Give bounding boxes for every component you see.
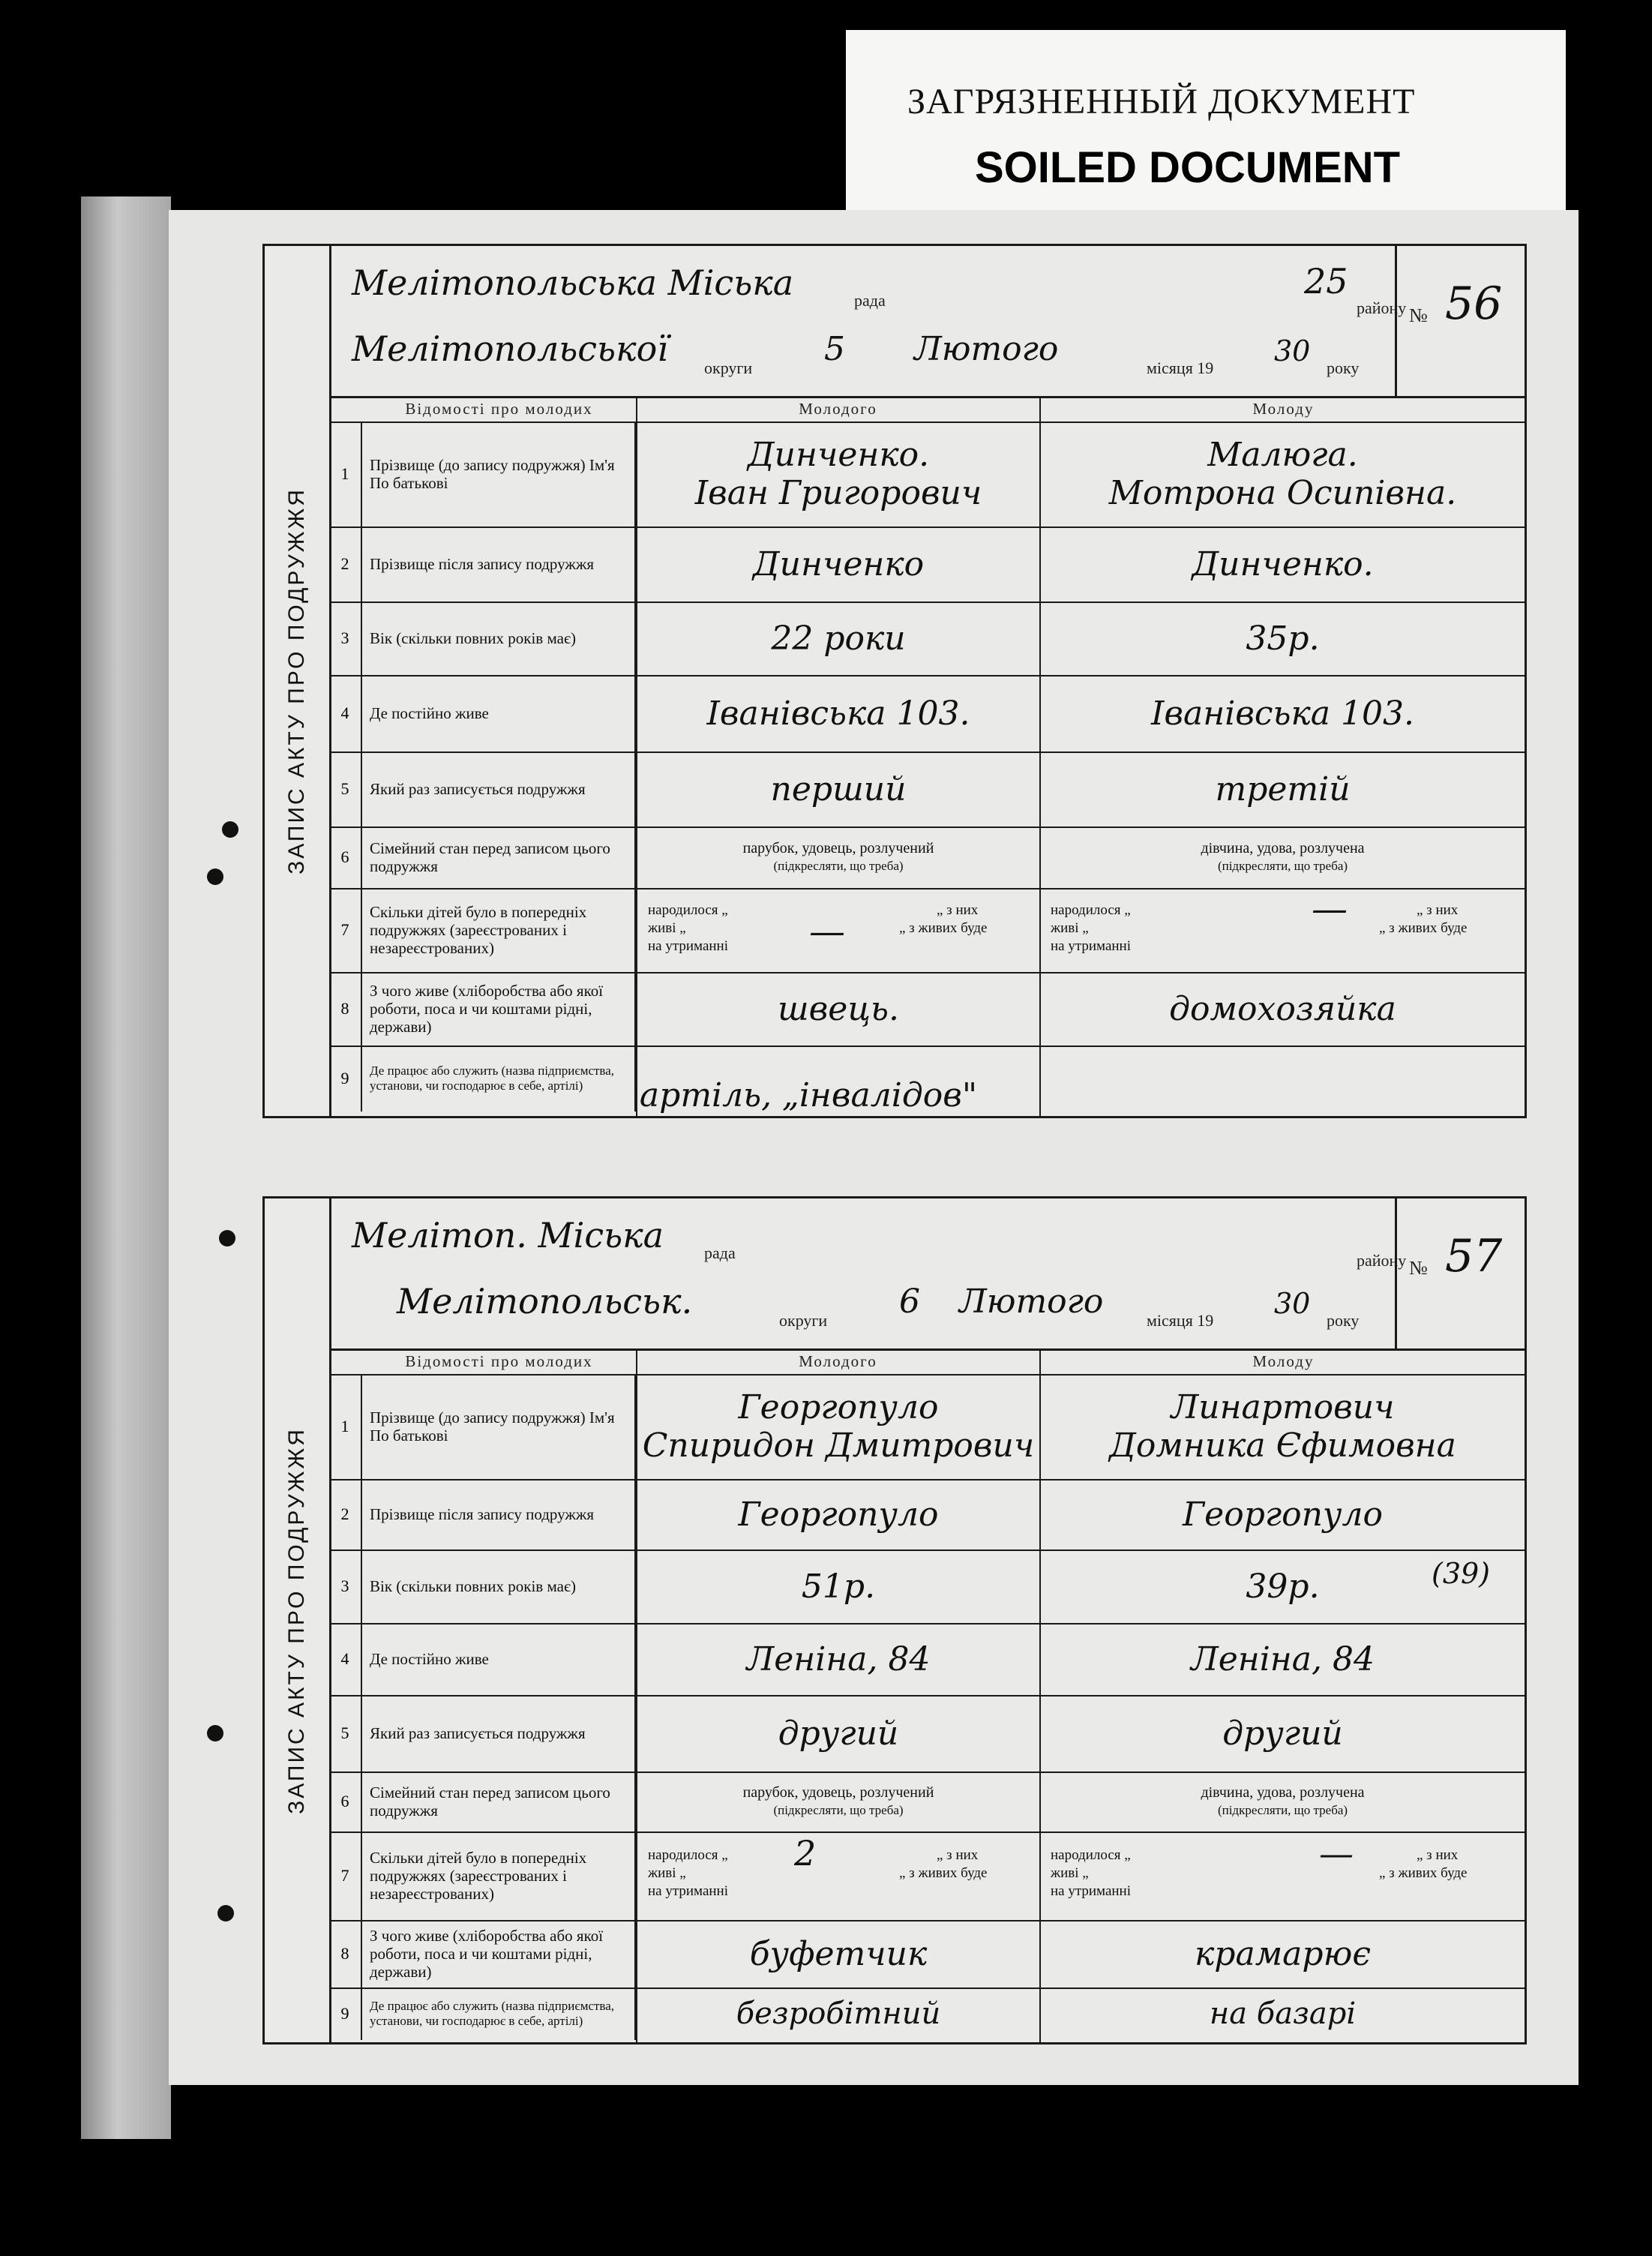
groom-surname-after: Динченко: [752, 544, 925, 584]
row-label: Скільки дітей було в попередніх подружжях (зареєстрованих і незареєстрованих): [362, 1832, 636, 1920]
kids-alive-label: живі „: [648, 920, 686, 936]
row-label: Де працює або служить (назва підприємства, установи, чи господарює в себе, артілі): [362, 1046, 636, 1112]
record-header: [329, 246, 1525, 398]
groom-name: Іван Григорович: [694, 474, 982, 512]
record-number: 56: [1445, 278, 1503, 330]
row-5-times: [329, 752, 1525, 828]
row-label: Скільки дітей було в попередніх подружжях (зареєстрованих і незареєстрованих): [362, 888, 636, 972]
day-value: 6: [899, 1282, 920, 1321]
groom-age: 22 роки: [771, 619, 906, 658]
kids-born-label: народилося „: [1051, 1847, 1131, 1863]
row-6-status: [329, 826, 1525, 890]
year-value: 30: [1274, 1287, 1311, 1320]
row-label: Сімейний стан перед записом цього подружжя: [362, 826, 636, 888]
day-value: 5: [824, 330, 845, 368]
groom-surname: Динченко.: [747, 436, 930, 474]
row-number: 8: [329, 972, 362, 1046]
row-number: 4: [329, 675, 362, 752]
okruha-label: округи: [779, 1311, 828, 1330]
row-label: Прізвище (до запису подружжя) Ім'я По батькові: [362, 1374, 636, 1479]
row-number: 9: [329, 1046, 362, 1112]
kids-born-label: народилося „: [648, 902, 728, 918]
binding-hole: [222, 821, 238, 838]
row-2-after: [329, 526, 1525, 603]
groom-work: артіль, „інвалідов": [639, 1076, 978, 1114]
row-9-work: [329, 1046, 1525, 1112]
bride-kids: —: [1312, 888, 1348, 930]
column-headers: [329, 396, 1525, 423]
bride-address: Іванівська 103.: [1151, 694, 1414, 733]
rada-label: рада: [704, 1244, 736, 1262]
bride-status-options: дівчина, удова, розлучена: [1201, 1784, 1365, 1801]
kids-support-label: „ з живих буде: [899, 1865, 988, 1881]
okruha-value: Мелітопольської: [352, 328, 668, 369]
row-label: Де працює або служить (назва підприємства, установи, чи господарює в себе, артілі): [362, 1988, 636, 2040]
row-label: Прізвище після запису подружжя: [362, 526, 636, 602]
bride-kids: —: [1319, 1833, 1354, 1874]
row-number: 1: [329, 1374, 362, 1479]
rada-label: рада: [854, 291, 886, 310]
status-hint: (підкресляти, що треба): [773, 859, 904, 873]
row-4-address: [329, 1623, 1525, 1696]
row-1-names: [329, 422, 1525, 528]
binding-hole: [207, 868, 223, 885]
row-number: 3: [329, 602, 362, 675]
number-label: №: [1409, 304, 1428, 326]
groom-name: Спиридон Дмитрович: [642, 1426, 1035, 1465]
row-number: 6: [329, 826, 362, 888]
form-side-title: ЗАПИС АКТУ ПРО ПОДРУЖЖЯ: [265, 246, 331, 1116]
row-label: Де постійно живе: [362, 1623, 636, 1695]
month-label: місяця 19: [1147, 1311, 1214, 1330]
row-label: Вік (скільки повних років має): [362, 1550, 636, 1623]
row-8-occupation: [329, 972, 1525, 1047]
status-hint: (підкресляти, що треба): [1217, 1803, 1348, 1817]
kids-support-label: „ з живих буде: [1379, 1865, 1468, 1881]
row-number: 5: [329, 1695, 362, 1772]
row-label: З чого живе (хліборобства або якої роботи, поса и чи коштами рідні, держави): [362, 1920, 636, 1988]
row-6-status: [329, 1772, 1525, 1833]
row-label: Де постійно живе: [362, 675, 636, 752]
row-2-after: [329, 1479, 1525, 1551]
bride-surname-after: Динченко.: [1192, 544, 1374, 584]
row-label: З чого живе (хліборобства або якої роботи, поса и чи коштами рідні, держави): [362, 972, 636, 1046]
record-number-box: [1395, 246, 1525, 396]
kids-born-label: народилося „: [648, 1847, 728, 1863]
record-form-56: [262, 244, 1527, 1118]
binding-hole: [217, 1905, 234, 1922]
groom-status-options: парубок, удовець, розлучений: [742, 840, 934, 856]
row-label: Який раз записується подружжя: [362, 752, 636, 826]
bride-name: Домника Єфимовна: [1109, 1426, 1456, 1465]
row-3-age: [329, 602, 1525, 676]
row-number: 7: [329, 888, 362, 972]
binding-hole: [207, 1725, 223, 1742]
groom-address: Леніна, 84: [746, 1640, 931, 1678]
bride-age-note: (39): [1432, 1557, 1491, 1590]
row-number: 5: [329, 752, 362, 826]
record-form-57: [262, 1196, 1527, 2044]
row-label: Прізвище (до запису подружжя) Ім'я По батькові: [362, 422, 636, 526]
status-hint: (підкресляти, що треба): [1217, 859, 1348, 873]
binding-hole: [219, 1230, 235, 1246]
raion-label: району: [1357, 298, 1407, 317]
raion-value: 25: [1304, 261, 1348, 302]
kids-of-them-label: „ з них: [1417, 902, 1459, 918]
record-number-box: [1395, 1198, 1525, 1348]
groom-surname: Георгопуло: [738, 1388, 939, 1426]
row-label: Сімейний стан перед записом цього подружжя: [362, 1772, 636, 1832]
col-header-label: Відомості про молодих: [405, 400, 593, 418]
row-7-children: [329, 1832, 1525, 1922]
form-side-title: ЗАПИС АКТУ ПРО ПОДРУЖЖЯ: [265, 1198, 331, 2042]
groom-address: Іванівська 103.: [706, 694, 970, 733]
row-number: 1: [329, 422, 362, 526]
bride-status-options: дівчина, удова, розлучена: [1201, 840, 1365, 856]
bride-surname-after: Георгопуло: [1183, 1495, 1383, 1534]
record-header: [329, 1198, 1525, 1351]
bride-occupation: крамарює: [1195, 1934, 1371, 1973]
okruha-label: округи: [704, 358, 753, 377]
kids-on-label: на утриманні: [648, 938, 728, 954]
bride-occupation: домохозяйка: [1169, 989, 1396, 1028]
row-number: 2: [329, 1479, 362, 1550]
kids-on-label: на утриманні: [648, 1883, 728, 1899]
year-label: року: [1327, 358, 1360, 377]
kids-on-label: на утриманні: [1051, 938, 1131, 954]
groom-kids: 2: [794, 1833, 817, 1874]
binding-strip: [81, 196, 171, 2139]
kids-support-label: „ з живих буде: [899, 920, 988, 936]
row-8-occupation: [329, 1920, 1525, 1989]
row-number: 3: [329, 1550, 362, 1623]
rada-value: Мелітопольська Міська: [352, 262, 794, 303]
record-table: [329, 396, 1525, 1116]
row-5-times: [329, 1695, 1525, 1773]
groom-occupation: швець.: [778, 989, 899, 1028]
raion-label: району: [1357, 1251, 1407, 1270]
status-hint: (підкресляти, що треба): [773, 1803, 904, 1817]
record-number: 57: [1445, 1230, 1503, 1282]
record-table: [329, 1348, 1525, 2042]
col-header-groom: Молодого: [799, 400, 877, 418]
row-1-names: [329, 1374, 1525, 1480]
row-label: Прізвище після запису подружжя: [362, 1479, 636, 1550]
year-label: року: [1327, 1311, 1360, 1330]
row-label: Вік (скільки повних років має): [362, 602, 636, 675]
okruha-value: Мелітопольськ.: [397, 1281, 693, 1322]
kids-alive-label: живі „: [1051, 920, 1089, 936]
groom-status-options: парубок, удовець, розлучений: [742, 1784, 934, 1801]
groom-kids: —: [809, 910, 845, 952]
row-7-children: [329, 888, 1525, 974]
kids-of-them-label: „ з них: [937, 902, 979, 918]
bride-work: на базарі: [1209, 1996, 1357, 2031]
row-number: 6: [329, 1772, 362, 1832]
year-value: 30: [1274, 334, 1311, 368]
kids-support-label: „ з живих буде: [1379, 920, 1468, 936]
row-number: 7: [329, 1832, 362, 1920]
column-headers: [329, 1348, 1525, 1376]
bride-surname: Линартович: [1171, 1388, 1395, 1426]
kids-alive-label: живі „: [1051, 1865, 1089, 1881]
row-number: 4: [329, 1623, 362, 1695]
kids-born-label: народилося „: [1051, 902, 1131, 918]
row-9-work: [329, 1988, 1525, 2040]
groom-times: другий: [778, 1714, 899, 1753]
month-label: місяця 19: [1147, 358, 1214, 377]
kids-alive-label: живі „: [648, 1865, 686, 1881]
bride-age: 39р.: [1246, 1567, 1320, 1606]
col-header-bride: Молоду: [1252, 400, 1315, 418]
bride-surname: Малюга.: [1207, 436, 1358, 474]
number-label: №: [1409, 1257, 1428, 1279]
row-3-age: [329, 1550, 1525, 1624]
month-value: Лютого: [914, 330, 1059, 368]
bride-name: Мотрона Осипівна.: [1108, 474, 1457, 512]
groom-occupation: буфетчик: [749, 1934, 928, 1973]
bride-address: Леніна, 84: [1191, 1640, 1375, 1678]
col-header-label: Відомості про молодих: [405, 1352, 593, 1370]
bride-times: третій: [1215, 770, 1351, 808]
row-number: 8: [329, 1920, 362, 1988]
month-value: Лютого: [959, 1282, 1104, 1321]
groom-age: 51р.: [801, 1567, 876, 1606]
groom-surname-after: Георгопуло: [738, 1495, 939, 1534]
groom-times: перший: [770, 770, 907, 808]
soiled-label-en: SOILED DOCUMENT: [975, 143, 1401, 192]
kids-of-them-label: „ з них: [937, 1847, 979, 1863]
rada-value: Мелітоп. Міська: [352, 1215, 664, 1256]
kids-on-label: на утриманні: [1051, 1883, 1131, 1899]
row-number: 9: [329, 1988, 362, 2040]
bride-times: другий: [1222, 1714, 1343, 1753]
col-header-bride: Молоду: [1252, 1352, 1315, 1370]
bride-age: 35р.: [1246, 619, 1320, 658]
kids-of-them-label: „ з них: [1417, 1847, 1459, 1863]
row-4-address: [329, 675, 1525, 753]
soiled-label-ru: ЗАГРЯЗНЕННЫЙ ДОКУМЕНТ: [907, 82, 1416, 122]
groom-work: безробітний: [736, 1996, 941, 2031]
col-header-groom: Молодого: [799, 1352, 877, 1370]
row-label: Який раз записується подружжя: [362, 1695, 636, 1772]
row-number: 2: [329, 526, 362, 602]
